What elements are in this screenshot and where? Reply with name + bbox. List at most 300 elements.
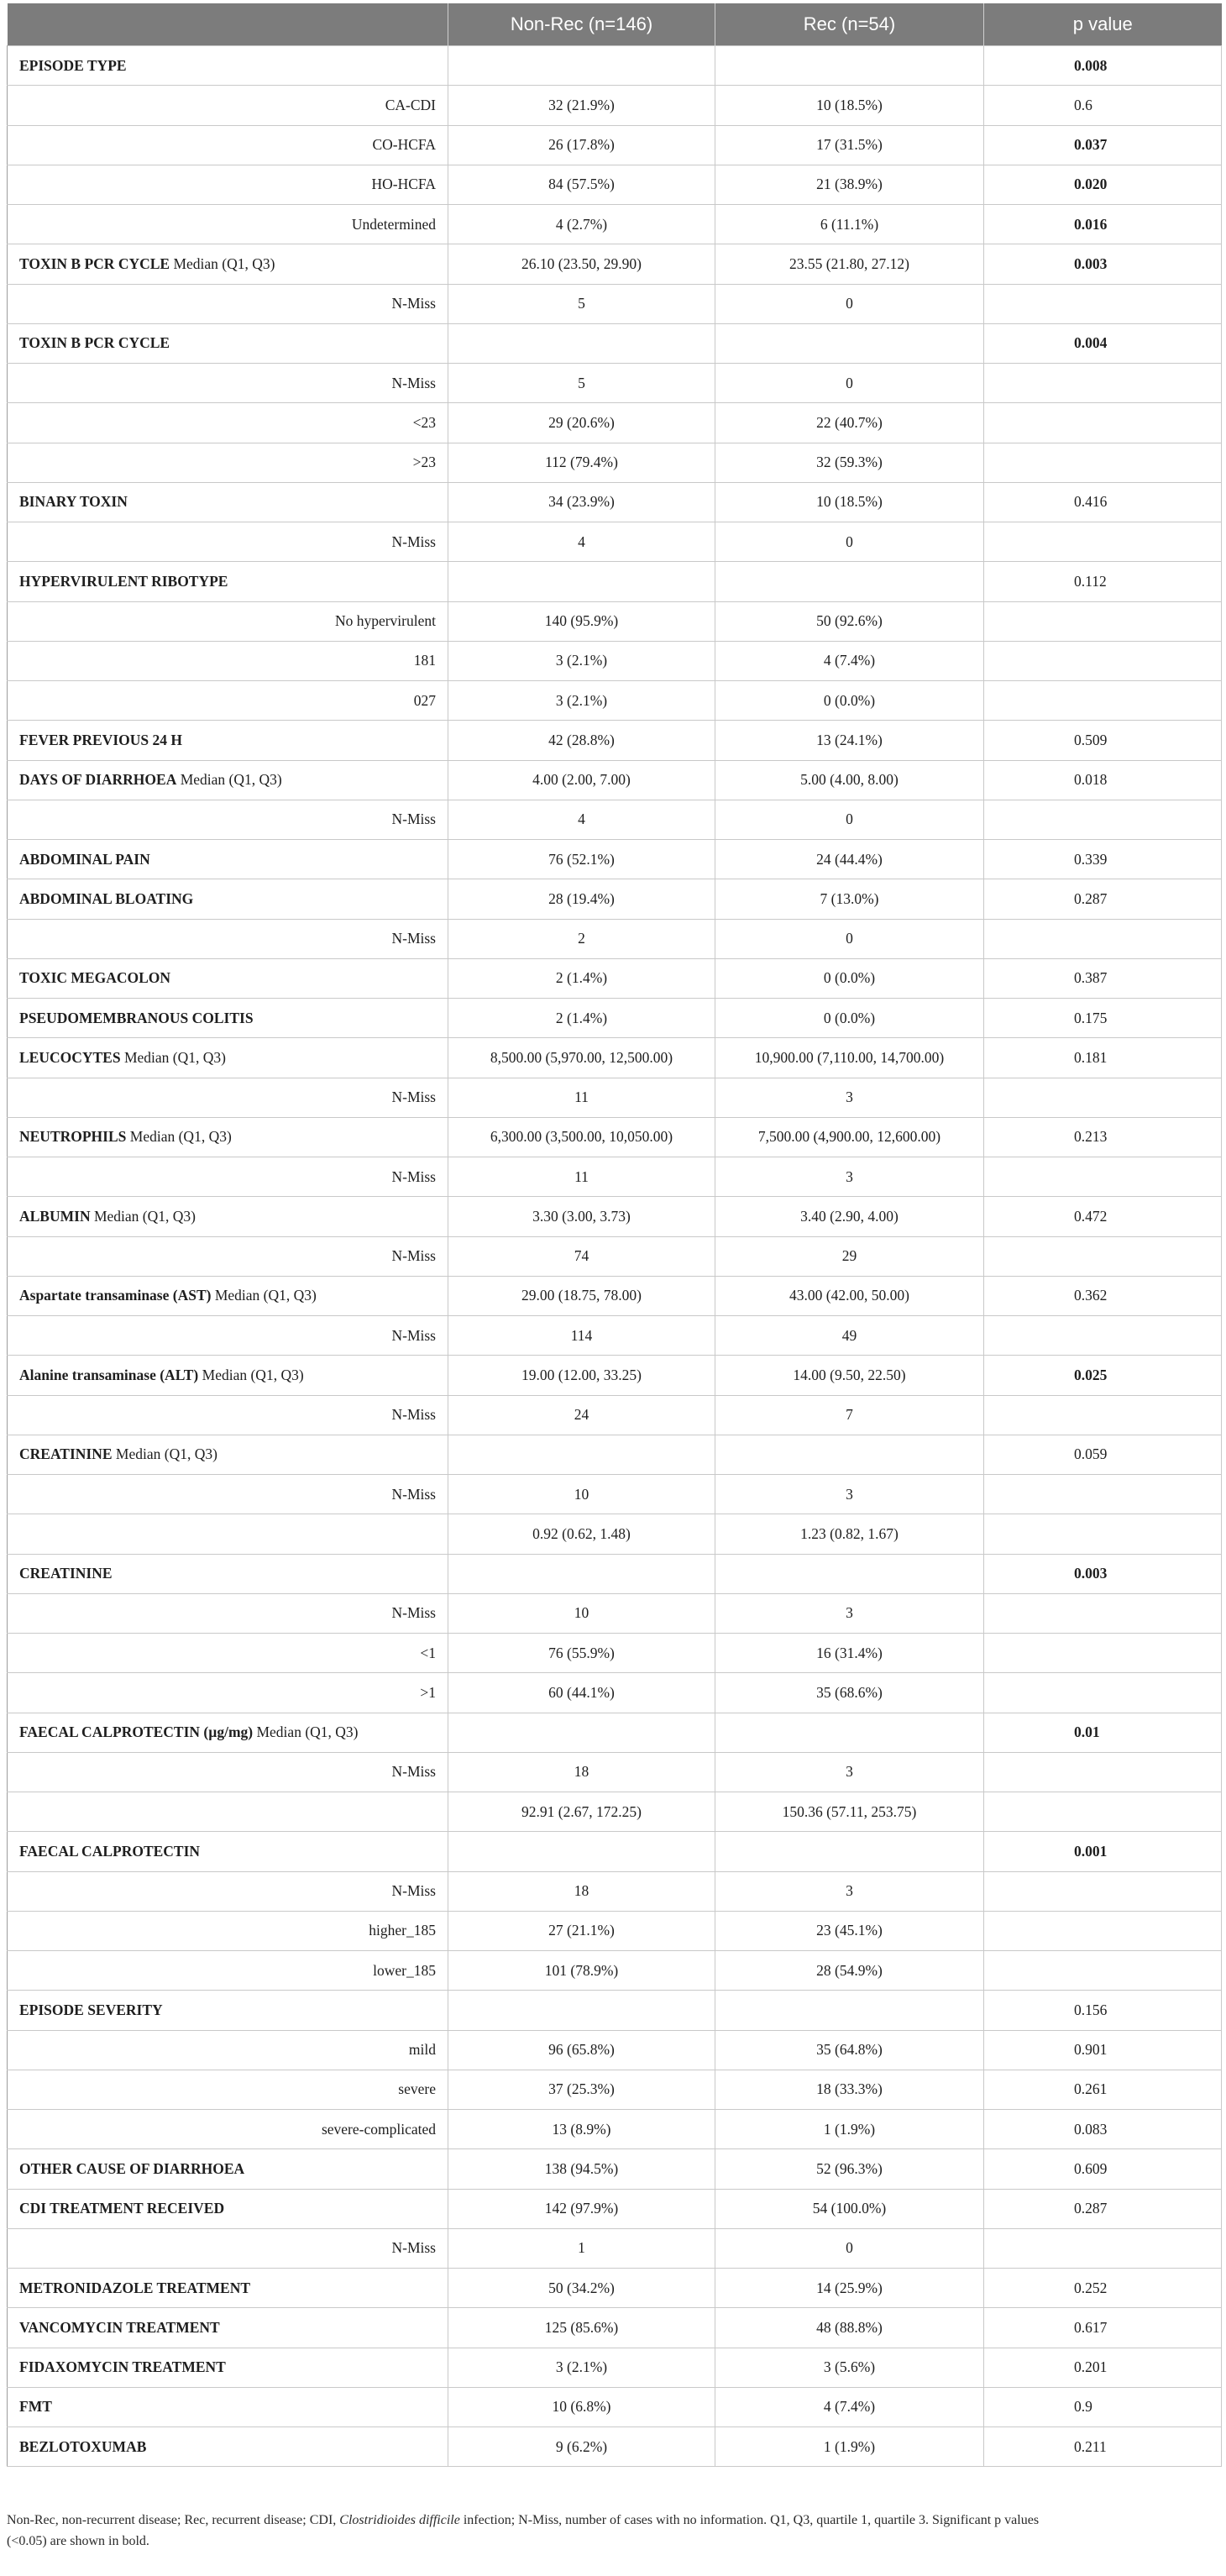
non-rec-value: 37 (25.3%) <box>448 2070 715 2109</box>
table-row <box>8 1038 1222 1078</box>
rec-value: 3 <box>715 1871 984 1911</box>
non-rec-value: 74 <box>448 1236 715 1276</box>
table-row <box>8 1475 1222 1514</box>
non-rec-value: 2 (1.4%) <box>448 958 715 998</box>
non-rec-value: 29 (20.6%) <box>448 403 715 443</box>
variable-label <box>8 2427 448 2467</box>
table-row <box>8 999 1222 1038</box>
rec-value: 17 (31.5%) <box>715 125 984 165</box>
table-row <box>8 879 1222 919</box>
table-row <box>8 919 1222 958</box>
row-label-text: <1 <box>420 1644 436 1661</box>
rec-value: 1 (1.9%) <box>715 2110 984 2149</box>
non-rec-value: 4 <box>448 800 715 839</box>
row-label-text: METRONIDAZOLE TREATMENT <box>19 2279 251 2296</box>
variable-label <box>8 760 448 800</box>
category-label <box>8 1792 448 1832</box>
row-label-text: lower_185 <box>373 1961 436 1979</box>
non-rec-value: 4 (2.7%) <box>448 205 715 244</box>
rec-value <box>715 46 984 86</box>
row-label-text: N-Miss <box>391 1604 436 1622</box>
header-non-rec: Non-Rec (n=146) <box>448 3 715 46</box>
non-rec-value: 101 (78.9%) <box>448 1951 715 1991</box>
rec-value: 3 <box>715 1593 984 1633</box>
p-value: 0.339 <box>984 840 1222 879</box>
category-label <box>8 125 448 165</box>
non-rec-value: 42 (28.8%) <box>448 721 715 760</box>
table-row <box>8 1673 1222 1713</box>
category-label <box>8 205 448 244</box>
category-label <box>8 1634 448 1673</box>
row-label-text: 181 <box>413 652 436 669</box>
p-value <box>984 1951 1222 1991</box>
variable-label <box>8 1356 448 1395</box>
non-rec-value <box>448 1713 715 1752</box>
p-value: 0.059 <box>984 1435 1222 1474</box>
p-value <box>984 1316 1222 1356</box>
rec-value: 48 (88.8%) <box>715 2308 984 2348</box>
p-value <box>984 1078 1222 1117</box>
rec-value: 3 <box>715 1475 984 1514</box>
non-rec-value: 10 <box>448 1593 715 1633</box>
table-footnote <box>7 2510 1221 2552</box>
table-body <box>8 46 1222 2467</box>
variable-label <box>8 1038 448 1078</box>
non-rec-value: 5 <box>448 364 715 403</box>
non-rec-value <box>448 46 715 86</box>
row-label-text: N-Miss <box>391 1763 436 1781</box>
p-value <box>984 641 1222 680</box>
rec-value: 0 (0.0%) <box>715 958 984 998</box>
table-row <box>8 1911 1222 1950</box>
table-row <box>8 1593 1222 1633</box>
row-label-text: Alanine transaminase (ALT) <box>19 1366 199 1383</box>
category-label <box>8 1673 448 1713</box>
non-rec-value <box>448 1554 715 1593</box>
row-label-text: EPISODE TYPE <box>19 56 127 74</box>
variable-label <box>8 2348 448 2387</box>
non-rec-value: 8,500.00 (5,970.00, 12,500.00) <box>448 1038 715 1078</box>
non-rec-value: 92.91 (2.67, 172.25) <box>448 1792 715 1832</box>
rec-value: 28 (54.9%) <box>715 1951 984 1991</box>
rec-value <box>715 1554 984 1593</box>
rec-value: 0 <box>715 800 984 839</box>
table-row <box>8 443 1222 482</box>
rec-value: 23.55 (21.80, 27.12) <box>715 244 984 284</box>
non-rec-value: 9 (6.2%) <box>448 2427 715 2467</box>
p-value: 0.287 <box>984 2189 1222 2228</box>
non-rec-value: 18 <box>448 1752 715 1792</box>
row-label-text: N-Miss <box>391 1247 436 1265</box>
non-rec-value <box>448 1832 715 1871</box>
footnote-text-1: Non-Rec, non-recurrent disease; Rec, recurrent disease; CDI, <box>7 2513 340 2527</box>
variable-label <box>8 2308 448 2348</box>
rec-value: 6 (11.1%) <box>715 205 984 244</box>
variable-label <box>8 562 448 601</box>
row-label-suffix: Median (Q1, Q3) <box>211 1287 317 1304</box>
header-p-value: p value <box>984 3 1222 46</box>
non-rec-value: 2 <box>448 919 715 958</box>
table-row <box>8 840 1222 879</box>
rec-value: 22 (40.7%) <box>715 403 984 443</box>
non-rec-value: 76 (52.1%) <box>448 840 715 879</box>
p-value <box>984 1157 1222 1197</box>
row-label-text: FEVER PREVIOUS 24 H <box>19 731 182 748</box>
non-rec-value: 27 (21.1%) <box>448 1911 715 1950</box>
rec-value: 3 <box>715 1752 984 1792</box>
category-label <box>8 800 448 839</box>
table-row <box>8 364 1222 403</box>
table-row <box>8 1395 1222 1435</box>
rec-value: 3 (5.6%) <box>715 2348 984 2387</box>
rec-value: 35 (64.8%) <box>715 2030 984 2070</box>
p-value: 0.261 <box>984 2070 1222 2109</box>
row-label-text: FAECAL CALPROTECTIN <box>19 1842 201 1860</box>
row-label-text: No hypervirulent <box>334 612 436 630</box>
table-row <box>8 323 1222 363</box>
p-value: 0.362 <box>984 1276 1222 1315</box>
row-label-text: >1 <box>420 1683 436 1701</box>
rec-value: 0 <box>715 364 984 403</box>
table-row <box>8 1713 1222 1752</box>
rec-value <box>715 323 984 363</box>
non-rec-value: 4.00 (2.00, 7.00) <box>448 760 715 800</box>
row-label-text: Undetermined <box>351 215 436 233</box>
table-row <box>8 800 1222 839</box>
p-value: 0.025 <box>984 1356 1222 1395</box>
category-label <box>8 2228 448 2268</box>
rec-value: 7 <box>715 1395 984 1435</box>
variable-label <box>8 1276 448 1315</box>
p-value: 0.201 <box>984 2348 1222 2387</box>
p-value <box>984 1395 1222 1435</box>
category-label <box>8 1078 448 1117</box>
p-value: 0.6 <box>984 86 1222 125</box>
row-label-text: OTHER CAUSE OF DIARRHOEA <box>19 2159 245 2177</box>
row-label-text: N-Miss <box>391 295 436 312</box>
non-rec-value: 50 (34.2%) <box>448 2269 715 2308</box>
p-value <box>984 364 1222 403</box>
category-label <box>8 1871 448 1911</box>
variable-label <box>8 958 448 998</box>
p-value: 0.004 <box>984 323 1222 363</box>
non-rec-value <box>448 1435 715 1474</box>
rec-value: 3 <box>715 1078 984 1117</box>
p-value: 0.001 <box>984 1832 1222 1871</box>
variable-label <box>8 999 448 1038</box>
row-label-suffix: Median (Q1, Q3) <box>126 1128 232 1146</box>
p-value <box>984 1752 1222 1792</box>
rec-value: 1 (1.9%) <box>715 2427 984 2467</box>
non-rec-value: 13 (8.9%) <box>448 2110 715 2149</box>
variable-label <box>8 1117 448 1157</box>
rec-value: 10,900.00 (7,110.00, 14,700.00) <box>715 1038 984 1078</box>
p-value: 0.181 <box>984 1038 1222 1078</box>
category-label <box>8 364 448 403</box>
table-row <box>8 1514 1222 1554</box>
row-label-text: higher_185 <box>369 1922 436 1939</box>
row-label-text: CDI TREATMENT RECEIVED <box>19 2200 225 2217</box>
rec-value: 0 <box>715 2228 984 2268</box>
table-row <box>8 1991 1222 2030</box>
table-row <box>8 2427 1222 2467</box>
rec-value: 54 (100.0%) <box>715 2189 984 2228</box>
rec-value: 3.40 (2.90, 4.00) <box>715 1197 984 1236</box>
rec-value <box>715 1991 984 2030</box>
non-rec-value: 114 <box>448 1316 715 1356</box>
row-label-text: >23 <box>412 454 436 471</box>
variable-label <box>8 1435 448 1474</box>
header-variable <box>8 3 448 46</box>
row-label-text: BINARY TOXIN <box>19 493 128 511</box>
row-label-text: NEUTROPHILS <box>19 1128 127 1146</box>
row-label-text: TOXIN B PCR CYCLE <box>19 334 170 352</box>
table-header <box>8 3 1222 46</box>
table-row <box>8 125 1222 165</box>
row-label-text: TOXIN B PCR CYCLE <box>19 254 170 272</box>
non-rec-value: 84 (57.5%) <box>448 165 715 204</box>
variable-label <box>8 721 448 760</box>
category-label <box>8 681 448 721</box>
table-row <box>8 601 1222 641</box>
category-label <box>8 86 448 125</box>
table-row <box>8 86 1222 125</box>
variable-label <box>8 244 448 284</box>
rec-value: 50 (92.6%) <box>715 601 984 641</box>
row-label-text: N-Miss <box>391 930 436 947</box>
p-value: 0.003 <box>984 1554 1222 1593</box>
p-value: 0.008 <box>984 46 1222 86</box>
rec-value: 10 (18.5%) <box>715 482 984 522</box>
p-value: 0.112 <box>984 562 1222 601</box>
header-rec: Rec (n=54) <box>715 3 984 46</box>
p-value <box>984 1673 1222 1713</box>
non-rec-value: 29.00 (18.75, 78.00) <box>448 1276 715 1315</box>
p-value <box>984 443 1222 482</box>
rec-value: 16 (31.4%) <box>715 1634 984 1673</box>
non-rec-value: 4 <box>448 522 715 562</box>
table-row <box>8 1197 1222 1236</box>
category-label <box>8 443 448 482</box>
variable-label <box>8 1197 448 1236</box>
non-rec-value: 34 (23.9%) <box>448 482 715 522</box>
table-row <box>8 721 1222 760</box>
rec-value <box>715 1713 984 1752</box>
rec-value: 7,500.00 (4,900.00, 12,600.00) <box>715 1117 984 1157</box>
row-label-text: N-Miss <box>391 1167 436 1185</box>
non-rec-value: 28 (19.4%) <box>448 879 715 919</box>
row-label-text: CO-HCFA <box>372 136 436 154</box>
rec-value: 18 (33.3%) <box>715 2070 984 2109</box>
non-rec-value <box>448 1991 715 2030</box>
row-label-suffix: Median (Q1, Q3) <box>198 1366 304 1383</box>
row-label-text: HO-HCFA <box>371 176 436 193</box>
table-row <box>8 2228 1222 2268</box>
variable-label <box>8 2269 448 2308</box>
category-label <box>8 1951 448 1991</box>
rec-value: 3 <box>715 1157 984 1197</box>
table-row <box>8 2070 1222 2109</box>
category-label <box>8 1593 448 1633</box>
rec-value <box>715 1832 984 1871</box>
row-label-text: N-Miss <box>391 1485 436 1503</box>
rec-value: 5.00 (4.00, 8.00) <box>715 760 984 800</box>
table-row <box>8 2269 1222 2308</box>
p-value: 0.016 <box>984 205 1222 244</box>
row-label-text: EPISODE SEVERITY <box>19 2001 163 2018</box>
non-rec-value: 26 (17.8%) <box>448 125 715 165</box>
row-label-text: N-Miss <box>391 1882 436 1900</box>
row-label-text: HYPERVIRULENT RIBOTYPE <box>19 572 228 590</box>
category-label <box>8 1395 448 1435</box>
p-value <box>984 1634 1222 1673</box>
rec-value: 14 (25.9%) <box>715 2269 984 2308</box>
non-rec-value: 96 (65.8%) <box>448 2030 715 2070</box>
row-label-text: N-Miss <box>391 1089 436 1106</box>
variable-label <box>8 1713 448 1752</box>
rec-value: 14.00 (9.50, 22.50) <box>715 1356 984 1395</box>
row-label-text: N-Miss <box>391 811 436 828</box>
rec-value <box>715 562 984 601</box>
p-value: 0.252 <box>984 2269 1222 2308</box>
table-row <box>8 244 1222 284</box>
p-value <box>984 1911 1222 1950</box>
rec-value: 29 <box>715 1236 984 1276</box>
row-label-text: FIDAXOMYCIN TREATMENT <box>19 2358 226 2376</box>
non-rec-value: 11 <box>448 1078 715 1117</box>
p-value: 0.617 <box>984 2308 1222 2348</box>
table-row <box>8 482 1222 522</box>
p-value <box>984 1593 1222 1633</box>
non-rec-value: 6,300.00 (3,500.00, 10,050.00) <box>448 1117 715 1157</box>
row-label-suffix: Median (Q1, Q3) <box>170 254 275 272</box>
table-row <box>8 641 1222 680</box>
rec-value: 21 (38.9%) <box>715 165 984 204</box>
p-value: 0.156 <box>984 1991 1222 2030</box>
row-label-suffix: Median (Q1, Q3) <box>90 1207 196 1225</box>
non-rec-value: 2 (1.4%) <box>448 999 715 1038</box>
p-value: 0.9 <box>984 2387 1222 2426</box>
row-label-text: LEUCOCYTES <box>19 1048 121 1066</box>
table-row <box>8 2348 1222 2387</box>
p-value <box>984 2228 1222 2268</box>
row-label-suffix: Median (Q1, Q3) <box>120 1048 226 1066</box>
table-row <box>8 1356 1222 1395</box>
row-label-text: N-Miss <box>391 374 436 391</box>
row-label-text: DAYS OF DIARRHOEA <box>19 771 177 789</box>
category-label <box>8 1911 448 1950</box>
rec-value: 0 (0.0%) <box>715 681 984 721</box>
table-row <box>8 2030 1222 2070</box>
rec-value: 23 (45.1%) <box>715 1911 984 1950</box>
footnote-text-2: infection; N-Miss, number of cases with no information. Q1, Q3, quartile 1, quartile 3. Significant p values <box>459 2513 1040 2527</box>
rec-value: 24 (44.4%) <box>715 840 984 879</box>
p-value <box>984 1871 1222 1911</box>
row-label-text: Aspartate transaminase (AST) <box>19 1287 212 1304</box>
table-row <box>8 958 1222 998</box>
variable-label <box>8 323 448 363</box>
row-label-text: N-Miss <box>391 2239 436 2257</box>
p-value <box>984 1475 1222 1514</box>
variable-label <box>8 879 448 919</box>
p-value: 0.037 <box>984 125 1222 165</box>
table-row <box>8 1634 1222 1673</box>
non-rec-value: 60 (44.1%) <box>448 1673 715 1713</box>
category-label <box>8 919 448 958</box>
table-row <box>8 2110 1222 2149</box>
row-label-text: TOXIC MEGACOLON <box>19 969 171 987</box>
non-rec-value: 32 (21.9%) <box>448 86 715 125</box>
table-row <box>8 1792 1222 1832</box>
table-row <box>8 165 1222 204</box>
row-label-text: 027 <box>413 691 436 709</box>
p-value: 0.003 <box>984 244 1222 284</box>
category-label <box>8 1236 448 1276</box>
table-row <box>8 403 1222 443</box>
row-label-text: N-Miss <box>391 533 436 550</box>
category-label <box>8 165 448 204</box>
category-label <box>8 641 448 680</box>
row-label-text: ABDOMINAL PAIN <box>19 850 150 868</box>
rec-value: 32 (59.3%) <box>715 443 984 482</box>
category-label <box>8 1475 448 1514</box>
table-row <box>8 1554 1222 1593</box>
results-table <box>7 3 1222 2467</box>
row-label-suffix: Median (Q1, Q3) <box>176 771 282 789</box>
non-rec-value: 24 <box>448 1395 715 1435</box>
category-label <box>8 1514 448 1554</box>
non-rec-value: 140 (95.9%) <box>448 601 715 641</box>
table-row <box>8 1871 1222 1911</box>
variable-label <box>8 46 448 86</box>
table-row <box>8 1157 1222 1197</box>
p-value <box>984 601 1222 641</box>
table-row <box>8 1752 1222 1792</box>
table-row <box>8 760 1222 800</box>
p-value: 0.083 <box>984 2110 1222 2149</box>
row-label-text: VANCOMYCIN TREATMENT <box>19 2318 220 2336</box>
table-row <box>8 2308 1222 2348</box>
non-rec-value: 125 (85.6%) <box>448 2308 715 2348</box>
category-label <box>8 284 448 323</box>
p-value: 0.211 <box>984 2427 1222 2467</box>
p-value: 0.416 <box>984 482 1222 522</box>
rec-value: 52 (96.3%) <box>715 2149 984 2189</box>
p-value: 0.018 <box>984 760 1222 800</box>
table-row <box>8 522 1222 562</box>
p-value: 0.901 <box>984 2030 1222 2070</box>
rec-value: 0 <box>715 919 984 958</box>
non-rec-value <box>448 323 715 363</box>
footnote-organism: Clostridioides difficile <box>339 2513 460 2527</box>
category-label <box>8 1752 448 1792</box>
row-label-suffix: Median (Q1, Q3) <box>253 1723 359 1741</box>
variable-label <box>8 482 448 522</box>
p-value: 0.01 <box>984 1713 1222 1752</box>
category-label <box>8 2110 448 2149</box>
rec-value: 43.00 (42.00, 50.00) <box>715 1276 984 1315</box>
table-row <box>8 2189 1222 2228</box>
rec-value: 1.23 (0.82, 1.67) <box>715 1514 984 1554</box>
table-row <box>8 2387 1222 2426</box>
category-label <box>8 403 448 443</box>
footnote-text-3: (<0.05) are shown in bold. <box>7 2534 149 2548</box>
p-value: 0.509 <box>984 721 1222 760</box>
row-label-text: CREATININE <box>19 1565 113 1582</box>
non-rec-value: 0.92 (0.62, 1.48) <box>448 1514 715 1554</box>
rec-value: 0 <box>715 522 984 562</box>
table-row <box>8 1316 1222 1356</box>
